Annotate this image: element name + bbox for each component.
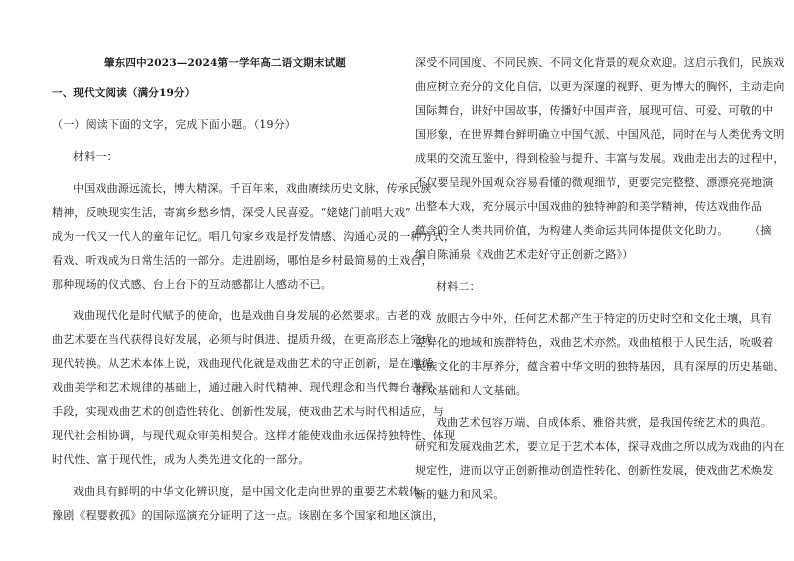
text-line: 成为一代又一代人的童年记忆。唱几句家乡戏是抒发情感、沟通心灵的一种方式， bbox=[52, 230, 456, 243]
text-line: 成果的交流互鉴中，得到检验与提升、丰富与发展。戏曲走出去的过程中， bbox=[415, 152, 785, 165]
text-line: 国形象，在世界舞台鲜明确立中国气派、中国风范，同时在与人类优秀文明 bbox=[415, 128, 785, 141]
text-line: 新的魅力和风采。 bbox=[415, 488, 505, 501]
text-line: 蕴含的全人类共同价值，为构建人类命运共同体提供文化助力。 （摘 bbox=[415, 224, 772, 237]
text-line: 出整本大戏，充分展示中国戏曲的独特神韵和美学精神，传达戏曲作品 bbox=[415, 200, 763, 213]
text-line: 戏曲现代化是时代赋予的使命，也是戏曲自身发展的必然要求。古老的戏 bbox=[73, 309, 432, 322]
material-two-label: 材料二： bbox=[436, 280, 481, 293]
text-line: 现代转换。从艺术本体上说，戏曲现代化就是戏曲艺术的守正创新，是在遵循 bbox=[52, 357, 433, 370]
text-line: 那种现场的仪式感、台上台下的互动感都让人感动不已。 bbox=[52, 278, 332, 291]
text-line: 深受不同国度、不同民族、不同文化背景的观众欢迎。这启示我们，民族戏 bbox=[415, 56, 785, 69]
text-line: 现代社会相协调，与现代观众审美相契合。这样才能使戏曲永远保持独特性、体现 bbox=[52, 429, 456, 442]
sub-heading: （一）阅读下面的文字，完成下面小题。（19分） bbox=[52, 118, 297, 131]
text-line: 中国戏曲源远流长，博大精深。千百年来，戏曲赓续历史文脉，传承民族 bbox=[73, 182, 432, 195]
text-line: 时代性、富于现代性，成为人类先进文化的一部分。 bbox=[52, 453, 310, 466]
text-line: 研究和发展戏曲艺术，要立足于艺术本体，探寻戏曲之所以成为戏曲的内在 bbox=[415, 440, 785, 453]
text-line: 戏曲美学和艺术规律的基础上，通过融入时代精神、现代理念和当代舞台表现 bbox=[52, 381, 433, 394]
text-line: 曲应树立充分的文化自信，以更为深邃的视野、更为博大的胸怀，主动走向 bbox=[415, 80, 785, 93]
section-heading: 一、现代文阅读（满分19分） bbox=[52, 87, 196, 99]
text-line: 精神，反映现实生活，寄寓乡愁乡情，深受人民喜爱。“姥姥门前唱大戏” bbox=[52, 206, 411, 219]
text-line: 材料一： bbox=[73, 150, 118, 163]
text-line: 豫剧《程婴救孤》的国际巡演充分证明了这一点。该剧在多个国家和地区演出， bbox=[52, 509, 444, 522]
text-line: 戏曲具有鲜明的中华文化辨识度，是中国文化走向世界的重要艺术载体。 bbox=[73, 485, 432, 498]
text-line: 国际舞台，讲好中国故事，传播好中国声音，展现可信、可爱、可敬的中 bbox=[415, 104, 774, 117]
text-line: 差异化的地域和族群特色，戏曲艺术亦然。戏曲植根于人民生活，吮吸着 bbox=[415, 336, 774, 349]
text-line: 不仅要呈现外国观众容易看懂的微观细节，更要完完整整、漂漂亮亮地演 bbox=[415, 176, 774, 189]
text-line: 规定性，进而以守正创新推动创造性转化、创新性发展，使戏曲艺术焕发 bbox=[415, 464, 774, 477]
text-line: 手段，实现戏曲艺术的创造性转化、创新性发展，使戏曲艺术与时代相适应，与 bbox=[52, 405, 444, 418]
text-line: 曲艺术要在当代获得良好发展，必须与时俱进、提质升级，在更高形态上完成 bbox=[52, 333, 433, 346]
source-citation: 编自陈涌泉《戏曲艺术走好守正创新之路》） bbox=[415, 248, 634, 261]
text-line: 放眼古今中外，任何艺术都产生于特定的历史时空和文化土壤，具有 bbox=[436, 312, 772, 325]
exam-title: 肇东四中2023—2024第一学年高二语文期末试题 bbox=[104, 57, 346, 69]
text-line: 戏曲艺术包容万端、自成体系、雅俗共赏，是我国传统艺术的典范。 bbox=[436, 416, 772, 429]
text-line: 看戏、听戏成为日常生活的一部分。走进剧场，哪怕是乡村最简易的土戏台， bbox=[52, 254, 433, 267]
text-line: 民族文化的丰厚养分，蕴含着中华文明的独特基因，具有深厚的历史基础、 bbox=[415, 360, 785, 373]
text-line: 群众基础和人文基础。 bbox=[415, 384, 527, 397]
